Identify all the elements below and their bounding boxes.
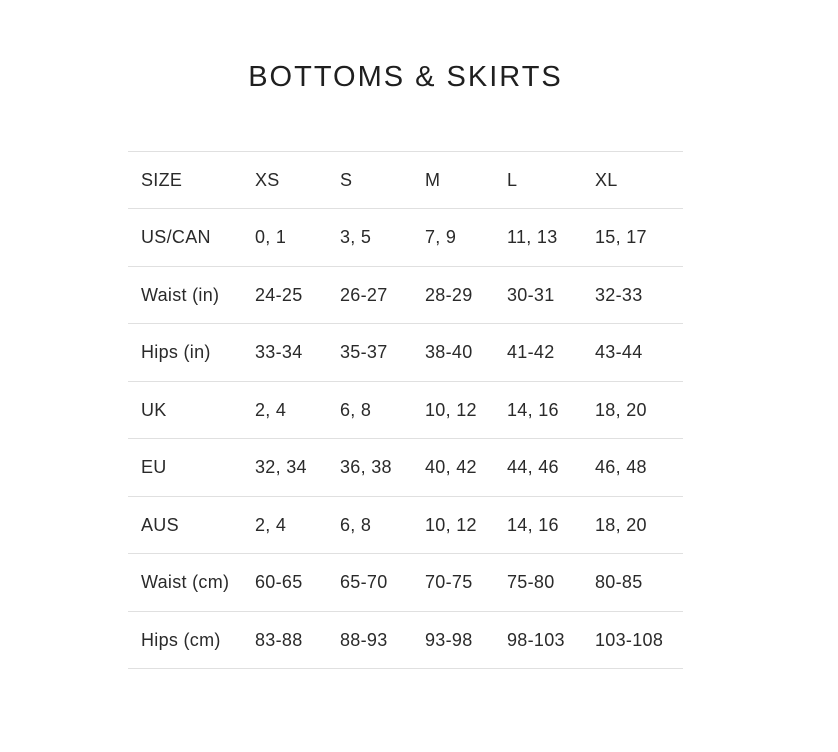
- size-cell: 6, 8: [340, 399, 372, 420]
- size-cell: 28-29: [425, 284, 473, 305]
- table-row-eu: [128, 439, 683, 497]
- size-cell: 44, 46: [507, 457, 559, 478]
- size-cell: 65-70: [340, 572, 388, 593]
- size-cell: 0, 1: [255, 227, 287, 248]
- table-row-hips-cm: [128, 611, 683, 669]
- column-header-xl: XL: [595, 169, 618, 190]
- row-label: US/CAN: [141, 227, 211, 248]
- size-cell: 18, 20: [595, 514, 647, 535]
- column-header-size: SIZE: [141, 169, 183, 190]
- size-cell: 38-40: [425, 342, 473, 363]
- size-cell: 15, 17: [595, 227, 647, 248]
- size-cell: 18, 20: [595, 399, 647, 420]
- size-cell: 88-93: [340, 629, 388, 650]
- size-cell: 10, 12: [425, 514, 477, 535]
- table-row-waist-cm: [128, 554, 683, 612]
- size-cell: 103-108: [595, 629, 664, 650]
- size-cell: 46, 48: [595, 457, 647, 478]
- size-cell: 70-75: [425, 572, 473, 593]
- size-cell: 60-65: [255, 572, 303, 593]
- size-cell: 32, 34: [255, 457, 307, 478]
- column-header-xs: XS: [255, 169, 280, 190]
- size-cell: 41-42: [507, 342, 555, 363]
- table-row-uk: [128, 381, 683, 439]
- size-cell: 11, 13: [507, 227, 558, 248]
- size-cell: 14, 16: [507, 399, 559, 420]
- table-row-waist-in: [128, 266, 683, 324]
- size-cell: 36, 38: [340, 457, 392, 478]
- size-cell: 6, 8: [340, 514, 372, 535]
- size-cell: 24-25: [255, 284, 303, 305]
- row-label: Waist (cm): [141, 572, 230, 593]
- size-cell: 30-31: [507, 284, 555, 305]
- size-cell: 83-88: [255, 629, 303, 650]
- size-cell: 75-80: [507, 572, 555, 593]
- page-title: BOTTOMS & SKIRTS: [248, 61, 563, 93]
- size-cell: 43-44: [595, 342, 643, 363]
- size-cell: 7, 9: [425, 227, 457, 248]
- size-cell: 2, 4: [255, 514, 287, 535]
- size-cell: 40, 42: [425, 457, 477, 478]
- column-header-l: L: [507, 169, 518, 190]
- row-label: UK: [141, 399, 167, 420]
- size-cell: 3, 5: [340, 227, 372, 248]
- table-row-us-can: [128, 209, 683, 267]
- size-cell: 80-85: [595, 572, 643, 593]
- size-cell: 10, 12: [425, 399, 477, 420]
- size-cell: 2, 4: [255, 399, 287, 420]
- table-row-aus: [128, 496, 683, 554]
- row-label: EU: [141, 457, 167, 478]
- size-cell: 35-37: [340, 342, 388, 363]
- size-chart-table: [128, 151, 683, 670]
- size-cell: 32-33: [595, 284, 643, 305]
- size-cell: 98-103: [507, 629, 565, 650]
- header-row: [128, 151, 683, 209]
- column-header-m: M: [425, 169, 441, 190]
- row-label: AUS: [141, 514, 179, 535]
- size-cell: 93-98: [425, 629, 473, 650]
- row-label: Hips (cm): [141, 629, 221, 650]
- column-header-s: S: [340, 169, 353, 190]
- size-cell: 33-34: [255, 342, 303, 363]
- size-cell: 14, 16: [507, 514, 559, 535]
- row-label: Hips (in): [141, 342, 211, 363]
- size-cell: 26-27: [340, 284, 388, 305]
- table-row-hips-in: [128, 324, 683, 382]
- size-chart-section: [128, 0, 683, 669]
- row-label: Waist (in): [141, 284, 220, 305]
